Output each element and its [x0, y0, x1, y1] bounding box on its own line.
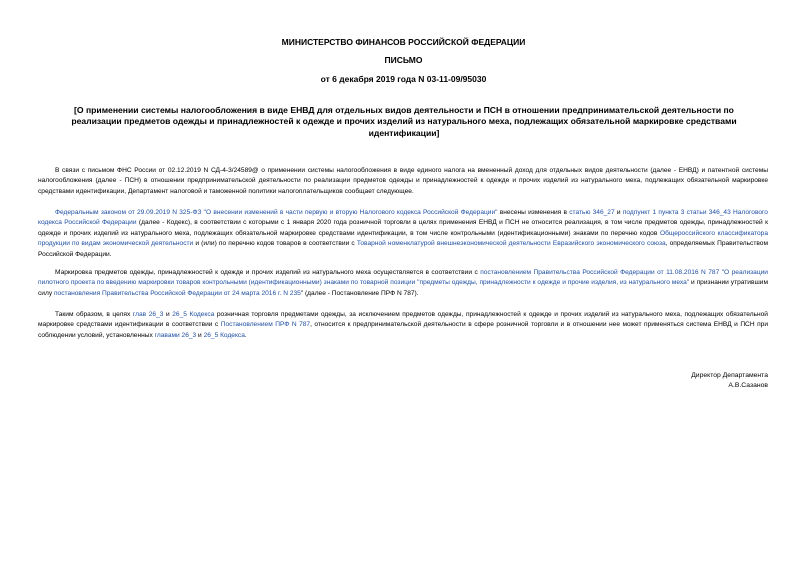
paragraph-2	[38, 208, 768, 260]
paragraph-2-text: , определяемых Правительством Российской Федерации.	[38, 240, 768, 258]
link-federal-law-325[interactable]: Федеральным законом от 29.09.2019 N 325-ФЗ "О внесении изменений в части первую и вторую Налогового кодекса Российской Федерации"	[55, 209, 498, 216]
paragraph-3-text: и признании утратившим силу	[38, 279, 768, 297]
link-resolution-prf-787[interactable]: Постановлением ПРФ N 787	[220, 321, 311, 329]
paragraph-4-text: , относится к предпринимательской деятельности в сфере розничной торговли и в отношении нее может применяться система ЕНВД и ПСН при соблюдении условий, установленных	[38, 321, 768, 339]
link-chapter-26-5[interactable]: 26_5 Кодекса	[172, 311, 215, 318]
document-date-number: от 6 декабря 2019 года N 03-11-09/95030	[320, 74, 487, 84]
paragraph-2-text: (далее - Кодекс), в соответствии с которыми с 1 января 2020 года розничной торговли в целях применения ЕНВД и ПСН не относится реализация, в том числе предметов одежды, принадлежностей к одежде и прочих изделий из натурального меха, подлежащих обязательной маркировке средствами идентификации, в том числе контрольными (идентификационными) знаками по перечню кодов	[38, 219, 769, 237]
link-article-346-27[interactable]: статью 346_27	[569, 209, 615, 216]
document-subject: [О применении системы налогообложения в виде ЕНВД для отдельных видов деятельности и ПСН в отношении предпринимательской деятельности по реализации предметов одежды и принадлежностей к одежде и прочих изделий из натурального меха, подлежащих обязательной маркировке средствами идентификации]	[71, 105, 737, 138]
paragraph-2-text: и	[614, 209, 623, 216]
paragraph-4-text: и	[196, 331, 204, 339]
paragraph-4-text: .	[244, 331, 247, 339]
paragraph-3-text: Маркировка предметов одежды, принадлежностей к одежде и прочих изделий из натурального меха осуществляется в соответствии с	[55, 269, 481, 276]
signature-name: А.В.Сазанов	[728, 382, 768, 389]
signature-title: Директор Департамента	[691, 372, 768, 379]
link-okpd-classifier[interactable]: Общероссийского классификатора продукции по видам экономической деятельности	[38, 229, 768, 248]
link-resolution-235[interactable]: постановления Правительства Российской Федерации от 24 марта 2016 г. N 235	[53, 289, 301, 297]
link-chapter-26-5-code[interactable]: 26_5 Кодекса	[203, 331, 245, 339]
paragraph-3	[38, 268, 768, 299]
paragraph-1: В связи с письмом ФНС России от 02.12.2019 N СД-4-3/24589@ о применении системы налогообложения в виде единого налога на вмененный доход для отдельных видов деятельности (далее - ЕНВД) и патентной системы налогообложения (далее - ПСН) в отношении предпринимательской деятельности по реализации предметов одежды и принадлежностей к одежде и прочих изделий из натурального меха, подлежащих обязательной маркировке средствами идентификации, Департамент налоговой и таможенной политики налогоплательщиков сообщает следующее.	[38, 167, 768, 195]
paragraph-2-text: и (или) по перечню кодов товаров в соответствии с	[193, 240, 357, 248]
paragraph-4-text: розничная торговля предметами одежды, за исключением предметов одежды, принадлежностей к одежде и прочих изделий из натурального меха, подлежащих обязательной маркировке средствами идентификации в соответствии с	[38, 311, 768, 329]
paragraph-4-text: Таким образом, в целях	[55, 311, 133, 318]
link-article-346-43[interactable]: подпункт 1 пункта 3 статьи 346_43 Налогового кодекса Российской Федерации	[38, 209, 768, 227]
paragraph-4-text: и	[163, 311, 173, 318]
link-tn-ved-eaeu[interactable]: Товарной номенклатурой внешнеэкономической деятельности Евразийского экономического союза	[356, 240, 666, 248]
link-chapter-26-3[interactable]: глав 26_3	[132, 311, 164, 318]
document-type: ПИСЬМО	[384, 55, 423, 65]
link-resolution-787[interactable]: постановлением Правительства Российской Федерации от 11.08.2016 N 787 "О реализации пилотного проекта по введению маркировки товаров контрольными (идентификационными) знаками по товарной позиции "предметы одежды, принадлежности к одежде и прочие изделия, из натурального меха"	[38, 269, 768, 287]
link-chapters-26-3[interactable]: главами 26_3	[154, 331, 197, 339]
paragraph-4	[38, 310, 768, 341]
ministry-name: МИНИСТЕРСТВО ФИНАНСОВ РОССИЙСКОЙ ФЕДЕРАЦИИ	[281, 37, 526, 47]
paragraph-3-text: " (далее - Постановление ПРФ N 787).	[300, 289, 419, 297]
paragraph-2-text: внесены изменения в	[497, 209, 570, 216]
